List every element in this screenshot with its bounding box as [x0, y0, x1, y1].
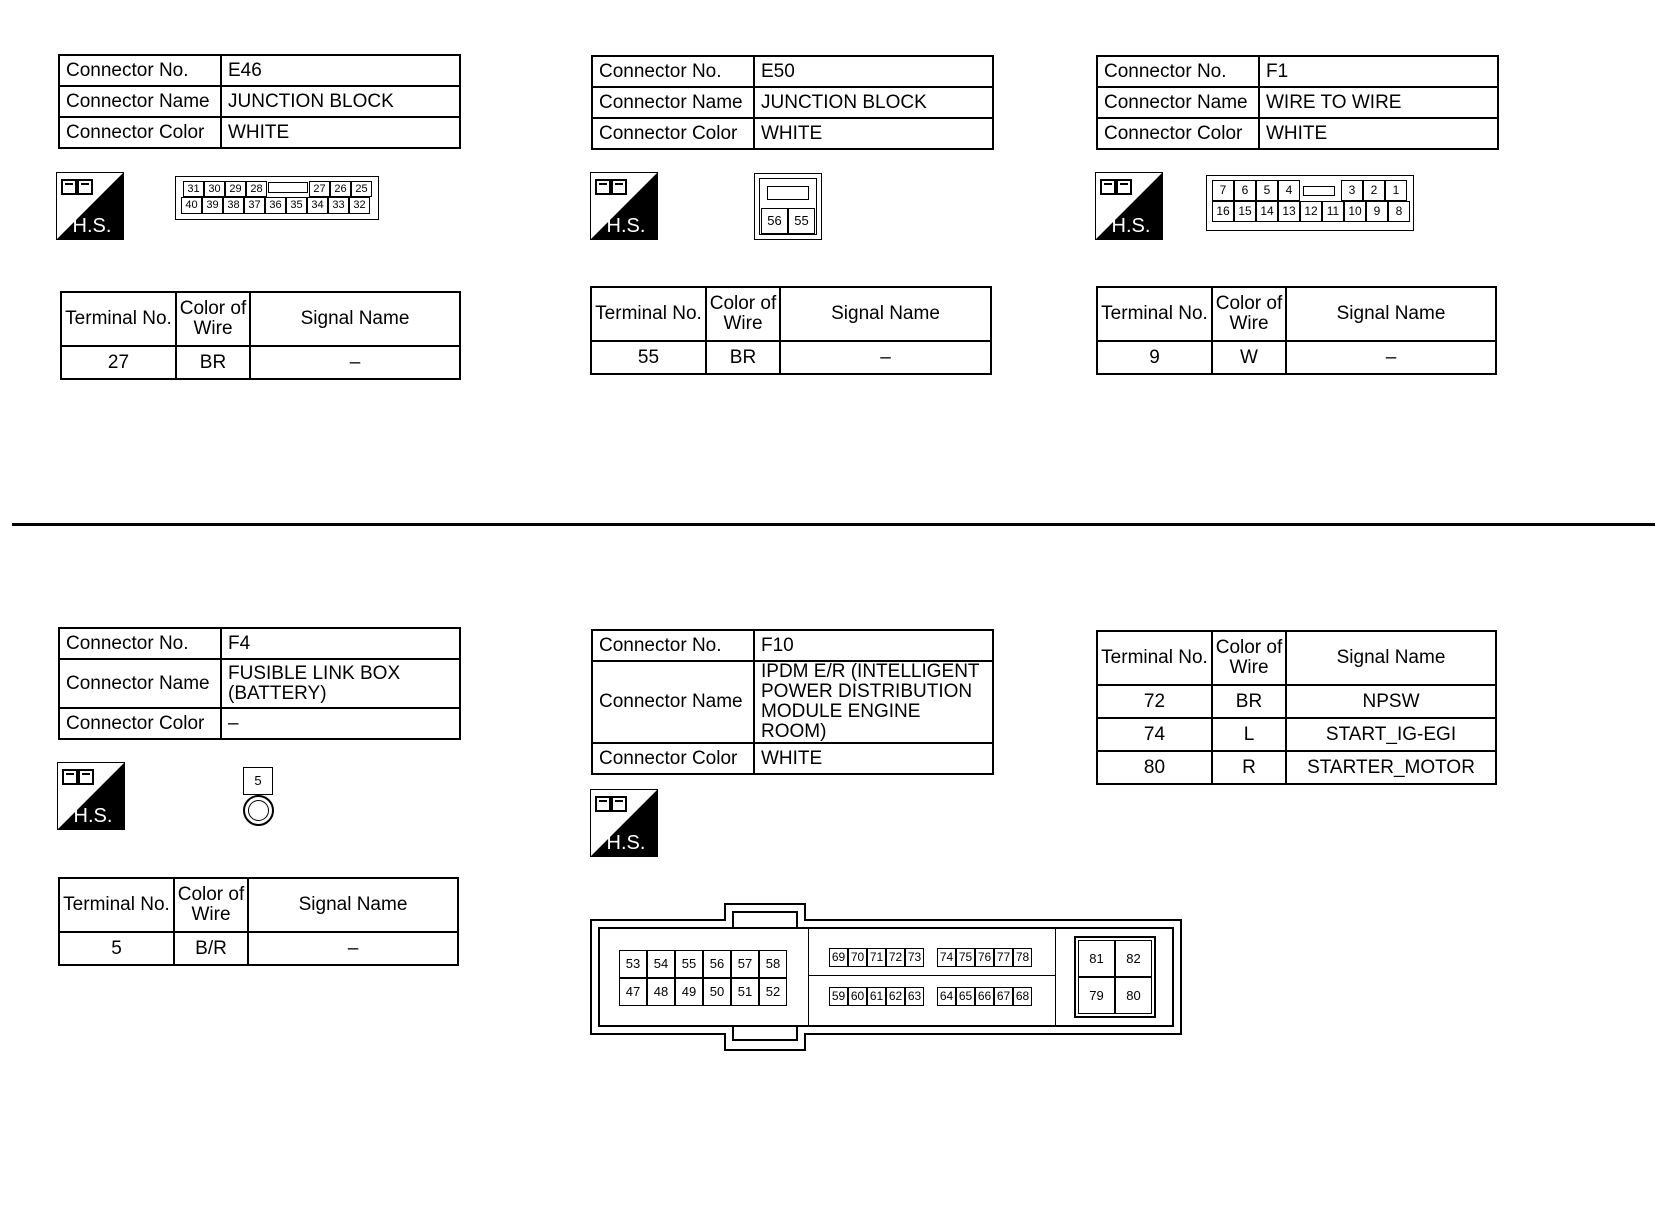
connector-no-value: F1: [1259, 56, 1498, 87]
signal-name: –: [248, 932, 458, 965]
pin-f10: 76: [975, 948, 994, 967]
terminal-table-f4: [58, 877, 459, 966]
header-signal-name: Signal Name: [780, 287, 991, 341]
pin-f10: 50: [703, 978, 731, 1006]
table-row: [1097, 341, 1496, 374]
connector-no-value: E46: [221, 55, 460, 86]
pin-f1: 6: [1234, 180, 1256, 201]
hs-icon: [56, 172, 124, 240]
pin-f10: 70: [848, 948, 867, 967]
pin-f1: 11: [1322, 201, 1344, 222]
ring-terminal-inner: [248, 800, 269, 821]
terminal-table-f10: [1096, 630, 1497, 785]
label-connector-no: Connector No.: [1097, 56, 1259, 87]
pin-e46: 29: [225, 181, 246, 197]
connector-no-value: F10: [754, 630, 993, 661]
hs-icon: [590, 172, 658, 240]
pin-f10: 59: [829, 987, 848, 1006]
pin-f10: 53: [619, 950, 647, 978]
label-connector-name: Connector Name: [59, 659, 221, 708]
pin-e46: 28: [246, 181, 267, 197]
svg-text:H.S.: H.S.: [72, 215, 112, 237]
connector-info-f10: [591, 629, 994, 775]
pin-f10: 51: [731, 978, 759, 1006]
connector-name-value: JUNCTION BLOCK: [221, 86, 460, 117]
pin-f1: 1: [1385, 180, 1407, 201]
pin-f10: 73: [905, 948, 924, 967]
pin-e46: 27: [309, 181, 330, 197]
connector-name-value: FUSIBLE LINK BOX (BATTERY): [221, 659, 460, 708]
pin-f10: 64: [937, 987, 956, 1006]
pin-f1: 4: [1278, 180, 1300, 201]
pin-f10: 55: [675, 950, 703, 978]
pin-f10: 60: [848, 987, 867, 1006]
connector-divider: [808, 929, 809, 1025]
pin-f1: 15: [1234, 201, 1256, 222]
table-row: [61, 346, 460, 379]
label-connector-no: Connector No.: [59, 628, 221, 659]
signal-name: –: [1286, 341, 1496, 374]
header-signal-name: Signal Name: [1286, 631, 1496, 685]
pin-f10: 62: [886, 987, 905, 1006]
pin-f10: 72: [886, 948, 905, 967]
pin-e46: 34: [307, 197, 328, 214]
label-connector-no: Connector No.: [592, 56, 754, 87]
pin-f10: 54: [647, 950, 675, 978]
pin-f1: 9: [1366, 201, 1388, 222]
pin-f10: 68: [1013, 987, 1032, 1006]
connector-no-value: F4: [221, 628, 460, 659]
pin-e46: 32: [349, 197, 370, 214]
label-connector-color: Connector Color: [59, 708, 221, 739]
pin-e46: 40: [181, 197, 202, 214]
connector-latch-top-inner: [732, 911, 798, 927]
label-connector-color: Connector Color: [592, 118, 754, 149]
hs-icon: [1095, 172, 1163, 240]
pin-e46: 36: [265, 197, 286, 214]
connector-info-e46: [58, 54, 461, 149]
signal-name: NPSW: [1286, 685, 1496, 718]
wire-color: BR: [1212, 685, 1286, 718]
connector-info-e50: [591, 55, 994, 150]
pin-f10: 78: [1013, 948, 1032, 967]
pin-f10: 80: [1115, 977, 1152, 1014]
pin-e46: 26: [330, 181, 351, 197]
table-row: [59, 932, 458, 965]
terminal-no: 55: [591, 341, 706, 374]
table-row: [591, 341, 991, 374]
signal-name: –: [780, 341, 991, 374]
pin-f10: 82: [1115, 940, 1152, 977]
pin-f10: 77: [994, 948, 1013, 967]
pin-e46: 31: [183, 181, 204, 197]
pin-f10: 71: [867, 948, 886, 967]
pin-f10: 48: [647, 978, 675, 1006]
pin-e46: 33: [328, 197, 349, 214]
connector-info-f1: [1096, 55, 1499, 150]
svg-text:H.S.: H.S.: [606, 832, 646, 854]
wire-color: R: [1212, 751, 1286, 784]
wire-color: B/R: [174, 932, 248, 965]
connector-color-value: WHITE: [754, 743, 993, 774]
pin-e46: 39: [202, 197, 223, 214]
connector-divider: [808, 975, 1055, 976]
svg-text:H.S.: H.S.: [606, 215, 646, 237]
header-color-of-wire: Color of Wire: [1212, 287, 1286, 341]
signal-name: –: [250, 346, 460, 379]
signal-name: STARTER_MOTOR: [1286, 751, 1496, 784]
header-color-of-wire: Color of Wire: [176, 292, 250, 346]
label-connector-color: Connector Color: [592, 743, 754, 774]
pin-f10: 58: [759, 950, 787, 978]
label-connector-name: Connector Name: [1097, 87, 1259, 118]
pin-f10: 63: [905, 987, 924, 1006]
header-signal-name: Signal Name: [1286, 287, 1496, 341]
pin-f10: 66: [975, 987, 994, 1006]
label-connector-name: Connector Name: [59, 86, 221, 117]
terminal-no: 5: [59, 932, 174, 965]
signal-name: START_IG-EGI: [1286, 718, 1496, 751]
header-color-of-wire: Color of Wire: [1212, 631, 1286, 685]
pin-f1: 14: [1256, 201, 1278, 222]
label-connector-name: Connector Name: [592, 87, 754, 118]
label-connector-no: Connector No.: [59, 55, 221, 86]
header-signal-name: Signal Name: [248, 878, 458, 932]
section-divider: [12, 523, 1655, 526]
hs-icon: [590, 789, 658, 857]
terminal-table-e50: [590, 286, 992, 375]
label-connector-color: Connector Color: [59, 117, 221, 148]
table-row: [1097, 685, 1496, 718]
pin-f1: 3: [1341, 180, 1363, 201]
connector-info-f4: [58, 627, 461, 740]
terminal-no: 27: [61, 346, 176, 379]
pin-f10: 79: [1078, 977, 1115, 1014]
pin-f1: 7: [1212, 180, 1234, 201]
pin-f10: 75: [956, 948, 975, 967]
pin-f10: 61: [867, 987, 886, 1006]
connector-no-value: E50: [754, 56, 993, 87]
pin-e46: 35: [286, 197, 307, 214]
connector-color-value: WHITE: [221, 117, 460, 148]
pin-e50: 55: [788, 208, 815, 234]
pin-slot-e50: [767, 186, 809, 200]
connector-name-value: WIRE TO WIRE: [1259, 87, 1498, 118]
header-terminal-no: Terminal No.: [59, 878, 174, 932]
pin-e46: 30: [204, 181, 225, 197]
label-connector-no: Connector No.: [592, 630, 754, 661]
pin-slot-e46: [268, 182, 308, 193]
pin-f10: 65: [956, 987, 975, 1006]
wire-color: W: [1212, 341, 1286, 374]
pin-f10: 81: [1078, 940, 1115, 977]
pin-e46: 38: [223, 197, 244, 214]
header-color-of-wire: Color of Wire: [174, 878, 248, 932]
terminal-table-e46: [60, 291, 461, 380]
svg-text:H.S.: H.S.: [1111, 215, 1151, 237]
label-connector-name: Connector Name: [592, 661, 754, 743]
connector-latch-bottom-inner: [732, 1025, 798, 1041]
terminal-no: 74: [1097, 718, 1212, 751]
hs-icon: [57, 762, 125, 830]
terminal-table-f1: [1096, 286, 1497, 375]
pin-f10: 69: [829, 948, 848, 967]
terminal-no: 80: [1097, 751, 1212, 784]
header-signal-name: Signal Name: [250, 292, 460, 346]
pin-label-box: 5: [243, 767, 273, 795]
pin-f10: 52: [759, 978, 787, 1006]
pin-f1: 13: [1278, 201, 1300, 222]
pin-f10: 56: [703, 950, 731, 978]
pin-f1: 5: [1256, 180, 1278, 201]
label-connector-color: Connector Color: [1097, 118, 1259, 149]
table-row: [1097, 718, 1496, 751]
header-terminal-no: Terminal No.: [61, 292, 176, 346]
pin-e50: 56: [761, 208, 788, 234]
connector-name-value: IPDM E/R (INTELLIGENT POWER DISTRIBUTION MODULE ENGINE ROOM): [754, 661, 993, 743]
pin-slot-f1: [1303, 186, 1335, 196]
connector-color-value: WHITE: [754, 118, 993, 149]
wire-color: BR: [706, 341, 780, 374]
pin-f10: 49: [675, 978, 703, 1006]
wire-color: BR: [176, 346, 250, 379]
header-terminal-no: Terminal No.: [591, 287, 706, 341]
pin-f1: 2: [1363, 180, 1385, 201]
pin-f10: 57: [731, 950, 759, 978]
pin-f1: 10: [1344, 201, 1366, 222]
terminal-no: 9: [1097, 341, 1212, 374]
svg-text:H.S.: H.S.: [73, 805, 113, 827]
pin-f1: 16: [1212, 201, 1234, 222]
connector-divider: [1055, 929, 1056, 1025]
header-color-of-wire: Color of Wire: [706, 287, 780, 341]
header-terminal-no: Terminal No.: [1097, 287, 1212, 341]
terminal-no: 72: [1097, 685, 1212, 718]
header-terminal-no: Terminal No.: [1097, 631, 1212, 685]
connector-color-value: WHITE: [1259, 118, 1498, 149]
pin-f10: 47: [619, 978, 647, 1006]
pin-e46: 25: [351, 181, 372, 197]
pin-e46: 37: [244, 197, 265, 214]
wire-color: L: [1212, 718, 1286, 751]
table-row: [1097, 751, 1496, 784]
connector-name-value: JUNCTION BLOCK: [754, 87, 993, 118]
connector-color-value: –: [221, 708, 460, 739]
pin-f10: 67: [994, 987, 1013, 1006]
pin-f1: 8: [1388, 201, 1410, 222]
pin-f10: 74: [937, 948, 956, 967]
pin-f1: 12: [1300, 201, 1322, 222]
